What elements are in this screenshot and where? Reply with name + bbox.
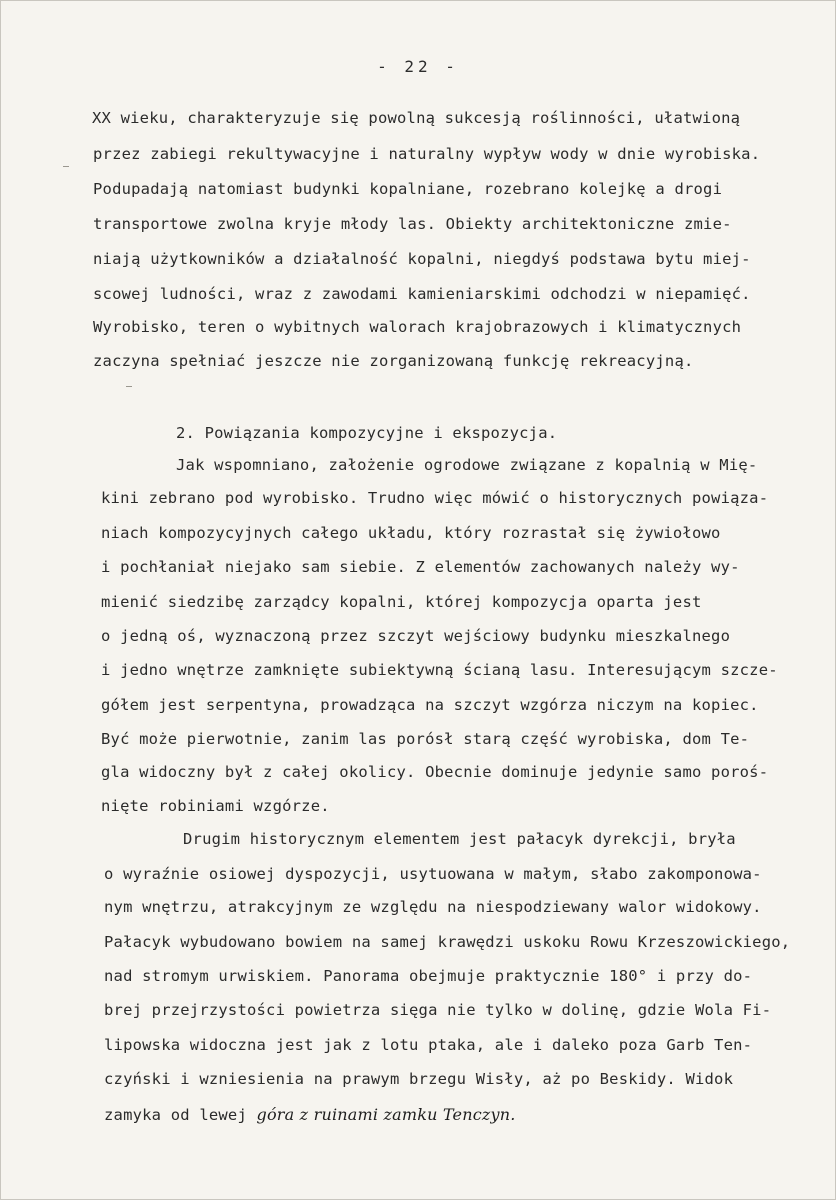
text-line: niach kompozycyjnych całego układu, który rozrastał się żywiołowo: [101, 524, 721, 542]
text-line: Podupadają natomiast budynki kopalniane, rozebrano kolejkę a drogi: [93, 180, 723, 198]
text-line: i jedno wnętrze zamknięte subiektywną ścianą lasu. Interesującym szcze-: [101, 661, 778, 679]
text-line: brej przejrzystości powietrza sięga nie tylko w dolinę, gdzie Wola Fi-: [104, 1001, 772, 1019]
text-line: niają użytkowników a działalność kopalni, niegdyś podstawa bytu miej-: [93, 250, 751, 268]
text-line: gla widoczny był z całej okolicy. Obecnie dominuje jedynie samo poroś-: [101, 763, 769, 781]
text-line: Być może pierwotnie, zanim las porósł starą część wyrobiska, dom Te-: [101, 730, 750, 748]
text-line: lipowska widoczna jest jak z lotu ptaka, ale i daleko poza Garb Ten-: [104, 1036, 753, 1054]
text-line: Jak wspomniano, założenie ogrodowe związane z kopalnią w Mię-: [176, 456, 758, 474]
text-line: Pałacyk wybudowano bowiem na samej krawędzi uskoku Rowu Krzeszowickiego,: [104, 933, 791, 951]
text-line-final: [104, 1105, 516, 1124]
section-heading: 2. Powiązania kompozycyjne i ekspozycja.: [176, 424, 558, 442]
text-line: nięte robiniami wzgórze.: [101, 797, 330, 815]
page-number: - 22 -: [377, 57, 459, 76]
text-line: Drugim historycznym elementem jest pałacyk dyrekcji, bryła: [183, 830, 736, 848]
text-line: i pochłaniał niejako sam siebie. Z elementów zachowanych należy wy-: [101, 558, 740, 576]
text-line: o jedną oś, wyznaczoną przez szczyt wejściowy budynku mieszkalnego: [101, 627, 731, 645]
text-line: kini zebrano pod wyrobisko. Trudno więc mówić o historycznych powiąza-: [101, 489, 769, 507]
handwritten-text: góra z ruinami zamku Tenczyn.: [256, 1105, 516, 1124]
text-line: mienić siedzibę zarządcy kopalni, której kompozycja oparta jest: [101, 593, 702, 611]
text-line: nad stromym urwiskiem. Panorama obejmuje praktycznie 180° i przy do-: [104, 967, 753, 985]
text-line: gółem jest serpentyna, prowadząca na szczyt wzgórza niczym na kopiec.: [101, 696, 759, 714]
text-line: transportowe zwolna kryje młody las. Obiekty architektoniczne zmie-: [93, 215, 732, 233]
text-line: nym wnętrzu, atrakcyjnym ze względu na niespodziewany walor widokowy.: [104, 898, 762, 916]
text-line: Wyrobisko, teren o wybitnych walorach krajobrazowych i klimatycznych: [93, 318, 742, 336]
text-line: scowej ludności, wraz z zawodami kamieniarskimi odchodzi w niepamięć.: [93, 285, 751, 303]
text-line: zaczyna spełniać jeszcze nie zorganizowaną funkcję rekreacyjną.: [93, 352, 694, 370]
typed-text: zamyka od lewej: [104, 1106, 247, 1124]
text-line: przez zabiegi rekultywacyjne i naturalny wypływ wody w dnie wyrobiska.: [93, 145, 761, 163]
text-line: czyński i wzniesienia na prawym brzegu Wisły, aż po Beskidy. Widok: [104, 1070, 734, 1088]
text-line: o wyraźnie osiowej dyspozycji, usytuowana w małym, słabo zakomponowa-: [104, 865, 762, 883]
margin-mark: [63, 166, 69, 167]
margin-mark: [126, 386, 132, 387]
text-line: XX wieku, charakteryzuje się powolną sukcesją roślinności, ułatwioną: [92, 109, 741, 127]
